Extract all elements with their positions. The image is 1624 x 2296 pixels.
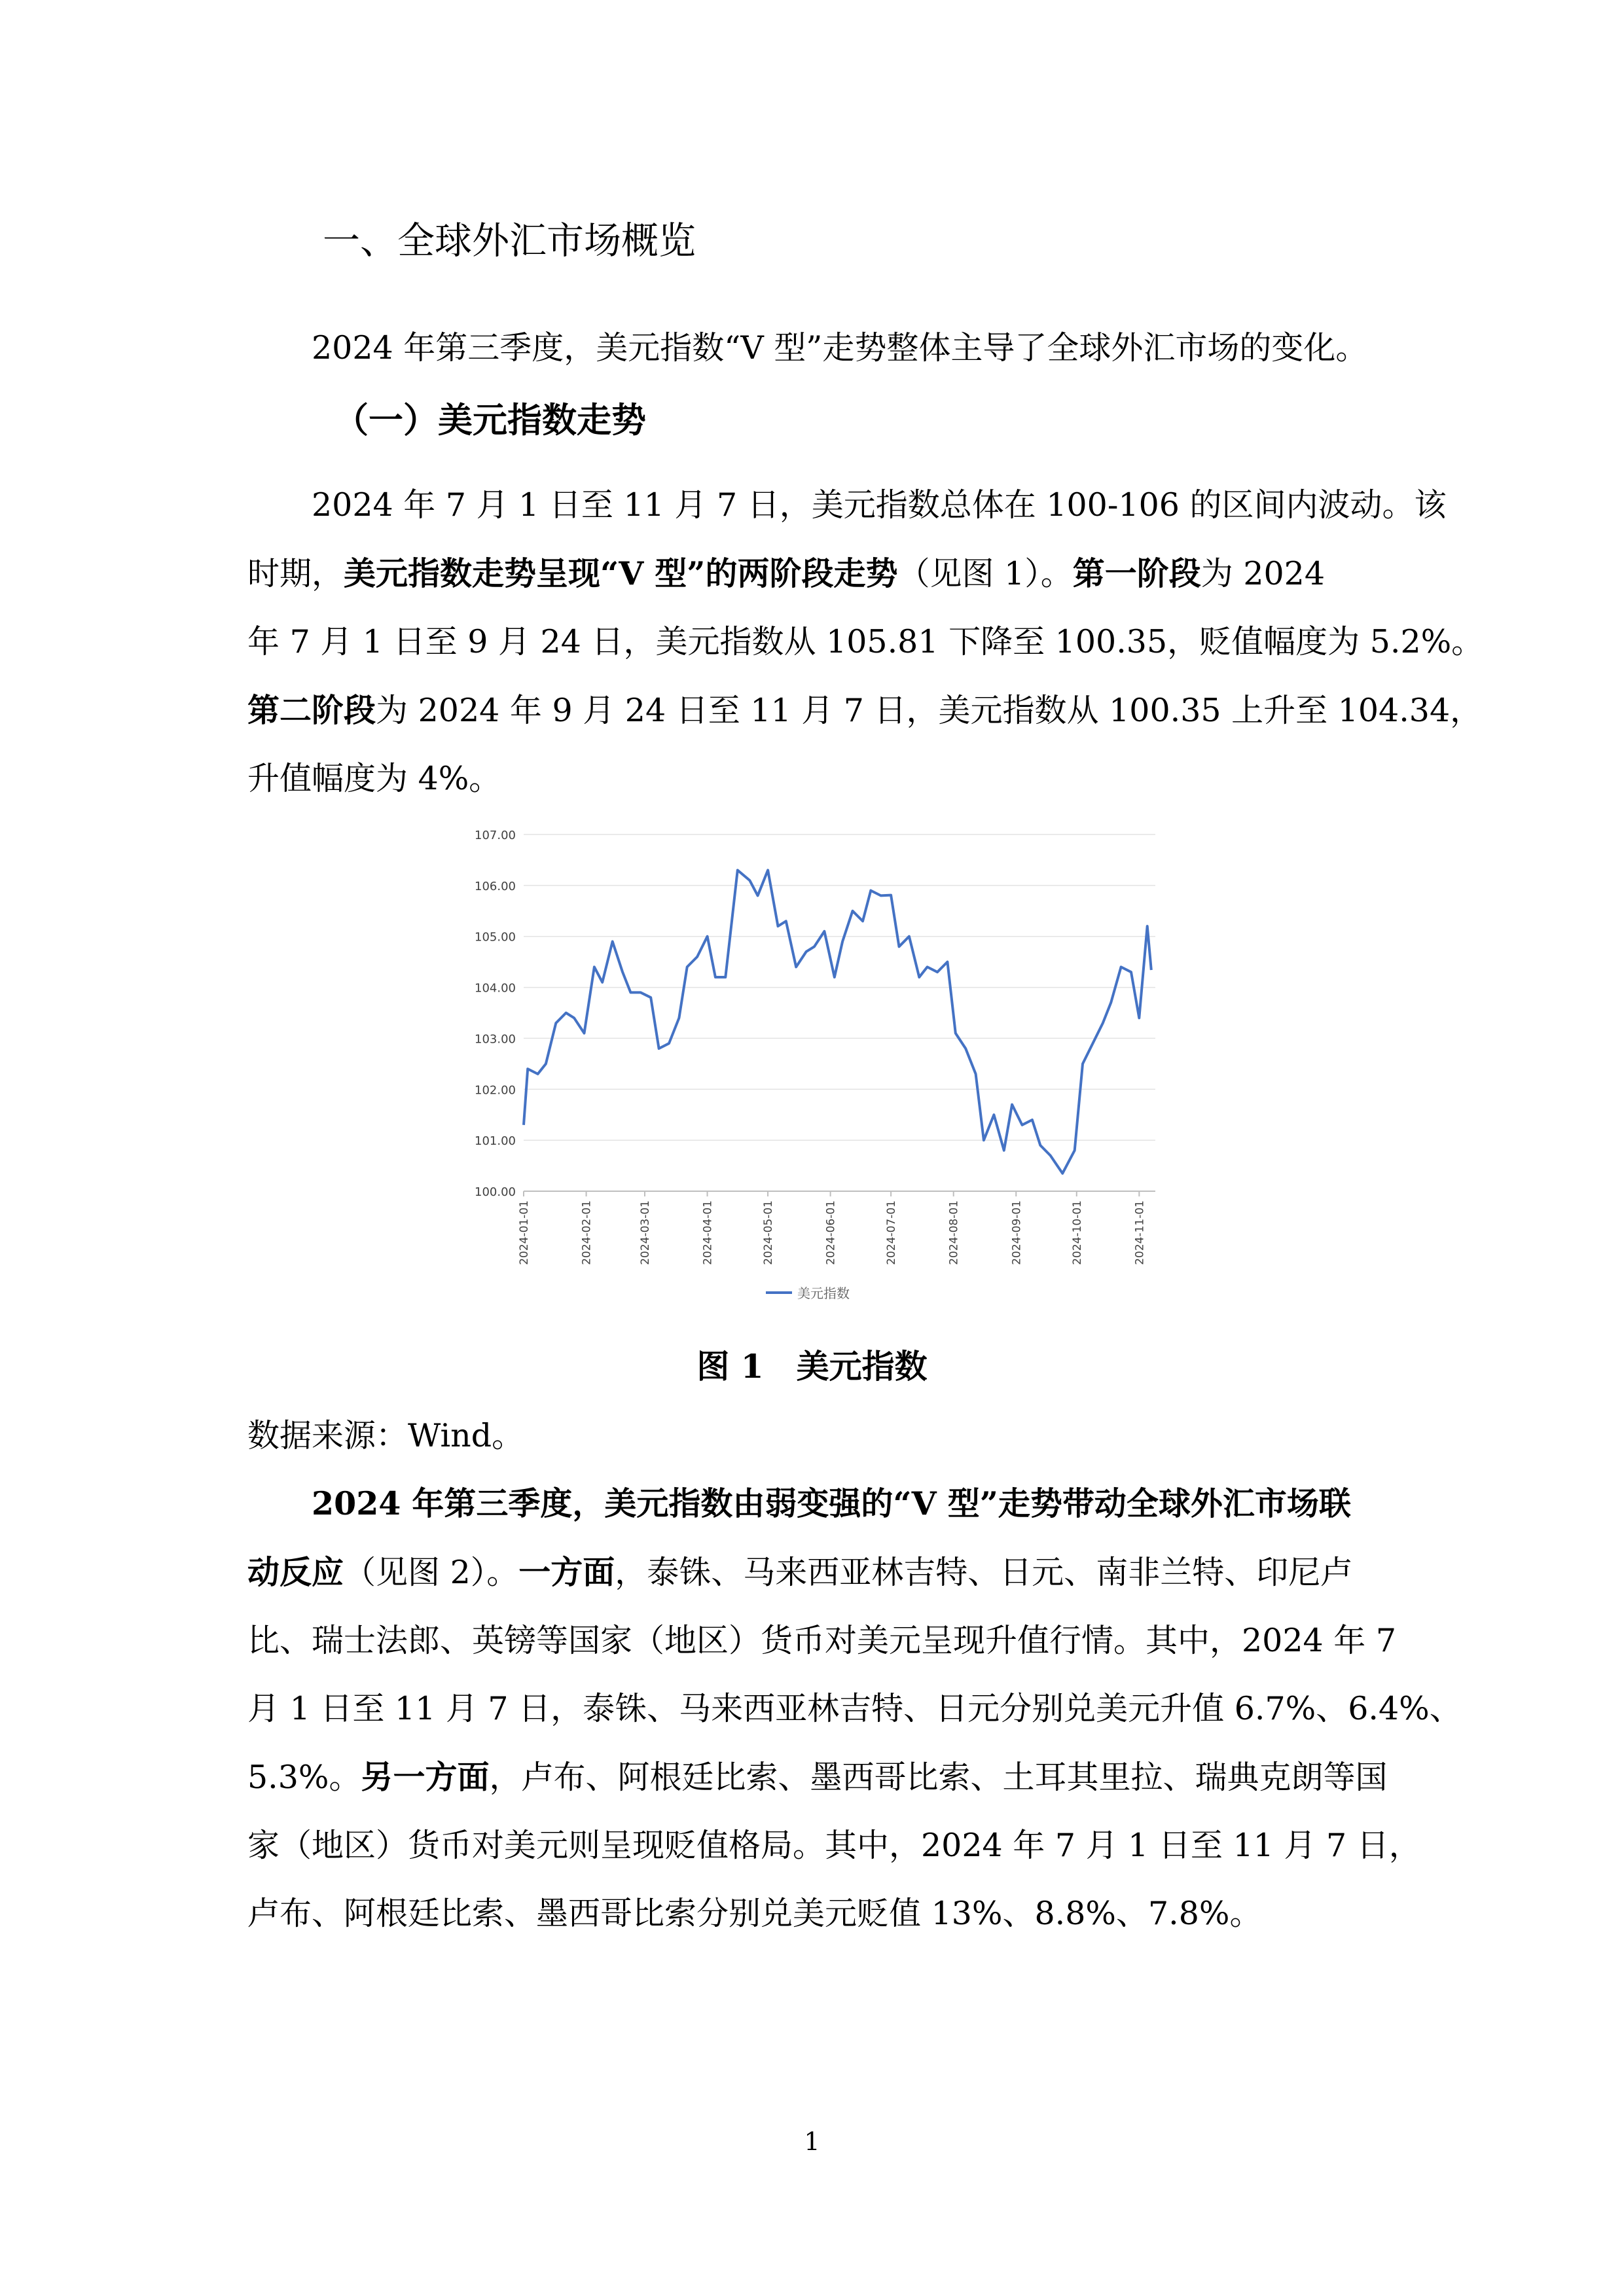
x-tick-label: 2024-09-01 (1010, 1200, 1024, 1265)
y-tick-label: 104.00 (475, 981, 516, 996)
paragraph-line: 动反应（见图 2）。一方面，泰铢、马来西亚林吉特、日元、南非兰特、印尼卢 (247, 1553, 1353, 1591)
paragraph-line: 2024 年第三季度，美元指数由弱变强的“V 型”走势带动全球外汇市场联 (312, 1484, 1351, 1522)
data-source: 数据来源：Wind。 (247, 1417, 524, 1454)
x-tick-label: 2024-06-01 (824, 1200, 838, 1265)
paragraph-line: 比、瑞士法郎、英镑等国家（地区）货币对美元呈现升值行情。其中，2024 年 7 (247, 1622, 1397, 1659)
paragraph-line: 月 1 日至 11 月 7 日，泰铢、马来西亚林吉特、日元分别兑美元升值 6.7%、6.4%、 (247, 1690, 1462, 1727)
paragraph-line: 年 7 月 1 日至 9 月 24 日，美元指数从 105.81 下降至 100.35，贬值幅度为 5.2%。 (247, 623, 1484, 660)
x-tick-label: 2024-11-01 (1133, 1200, 1147, 1265)
paragraph-line: 5.3%。另一方面，卢布、阿根廷比索、墨西哥比索、土耳其里拉、瑞典克朗等国 (247, 1758, 1388, 1796)
y-tick-label: 101.00 (475, 1134, 516, 1149)
x-tick-label: 2024-01-01 (518, 1200, 531, 1265)
x-tick-label: 2024-04-01 (701, 1200, 715, 1265)
usd-index-line (524, 870, 1151, 1174)
paragraph-line: 升值幅度为 4%。 (247, 760, 501, 797)
x-tick-label: 2024-07-01 (885, 1200, 899, 1265)
paragraph-line: 卢布、阿根廷比索、墨西哥比索分别兑美元贬值 13%、8.8%、7.8%。 (247, 1895, 1262, 1932)
y-tick-label: 105.00 (475, 930, 516, 944)
y-tick-label: 102.00 (475, 1083, 516, 1098)
intro-line: 2024 年第三季度，美元指数“V 型”走势整体主导了全球外汇市场的变化。 (312, 329, 1368, 367)
paragraph-2 (247, 1469, 1462, 1948)
x-tick-label: 2024-08-01 (947, 1200, 961, 1265)
figure-caption: 图 1 美元指数 (696, 1347, 928, 1386)
y-tick-label: 103.00 (475, 1032, 516, 1047)
y-tick-label: 107.00 (475, 829, 516, 842)
paragraph-line: 家（地区）货币对美元则呈现贬值格局。其中，2024 年 7 月 1 日至 11 月 7 日， (247, 1827, 1421, 1864)
x-tick-label: 2024-05-01 (762, 1200, 776, 1265)
x-tick-label: 2024-10-01 (1070, 1200, 1084, 1265)
paragraph-line: 时期，美元指数走势呈现“V 型”的两阶段走势（见图 1）。第一阶段为 2024 (247, 554, 1326, 592)
y-tick-label: 106.00 (475, 879, 516, 893)
x-axis-ticks (518, 1191, 1146, 1265)
paragraph-1 (247, 471, 1484, 813)
chart-gridlines (524, 834, 1155, 1140)
y-axis-ticks (475, 829, 516, 1199)
x-tick-label: 2024-03-01 (638, 1200, 652, 1265)
intro-paragraph (247, 314, 1390, 382)
paragraph-line: 第二阶段为 2024 年 9 月 24 日至 11 月 7 日，美元指数从 100.35 上升至 104.34， (247, 691, 1483, 729)
y-tick-label: 100.00 (475, 1185, 516, 1199)
paragraph-line: 2024 年 7 月 1 日至 11 月 7 日，美元指数总体在 100-106 的区间内波动。该 (312, 486, 1447, 524)
page-number: 1 (804, 2127, 820, 2156)
x-tick-label: 2024-02-01 (580, 1200, 594, 1265)
usd-index-chart (452, 812, 1172, 1322)
subsection-heading: （一）美元指数走势 (334, 400, 646, 440)
legend-label: 美元指数 (797, 1285, 850, 1301)
legend (766, 1285, 850, 1301)
section-heading: 一、全球外汇市场概览 (323, 219, 696, 262)
